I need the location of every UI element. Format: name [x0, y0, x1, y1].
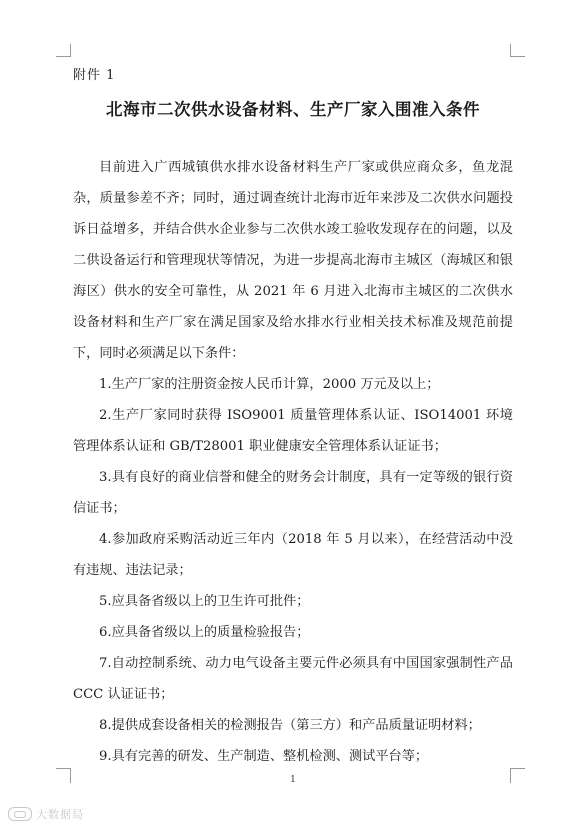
condition-item-7: 7.自动控制系统、动力电气设备主要元件必须具有中国国家强制性产品 CCC 认证证书；: [73, 656, 513, 702]
document-body: [73, 152, 513, 772]
condition-item-4: 4.参加政府采购活动近三年内（2018 年 5 月以来），在经营活动中没有违规、违法记录；: [73, 532, 513, 578]
watermark-logo-icon: [8, 807, 32, 821]
condition-item-9: 9.具有完善的研发、生产制造、整机检测、测试平台等；: [99, 749, 429, 764]
condition-item-1: 1.生产厂家的注册资金按人民币计算，2000 万元及以上；: [99, 377, 440, 392]
condition-item-3: 3.具有良好的商业信誉和健全的财务会计制度，具有一定等级的银行资信证书；: [73, 470, 513, 516]
condition-item-8: 8.提供成套设备相关的检测报告（第三方）和产品质量证明材料；: [99, 718, 481, 733]
watermark: [8, 806, 84, 822]
condition-item-5: 5.应具备省级以上的卫生许可批件；: [99, 594, 310, 609]
watermark-text: 大数据局: [36, 808, 84, 821]
attachment-label: 附件 1: [73, 68, 116, 83]
intro-paragraph: 目前进入广西城镇供水排水设备材料生产厂家或供应商众多，鱼龙混杂，质量参差不齐；同时，通过调查统计北海市近年来涉及二次供水问题投诉日益增多，并结合供水企业参与二次供水竣工验收发现存在的问题，以及二供设备运行和管理现状等情况，为进一步提高北海市主城区（海城区和银海区）供水的安全可靠性，从 2021 年 6 月进入北海市主城区的二次供水设备材料和生产厂家在满足国家及给水排水行业相关技术标准及规范前提下，同时必须满足以下条件：: [73, 160, 513, 361]
page-number: 1: [290, 775, 296, 785]
condition-item-2: 2.生产厂家同时获得 ISO9001 质量管理体系认证、ISO14001 环境管理体系认证和 GB/T28001 职业健康安全管理体系认证证书；: [73, 408, 513, 454]
condition-item-6: 6.应具备省级以上的质量检验报告；: [99, 625, 310, 640]
crop-mark-top-right: [510, 44, 525, 57]
crop-mark-top-left: [56, 44, 71, 57]
document-title: 北海市二次供水设备材料、生产厂家入围准入条件: [106, 100, 480, 119]
